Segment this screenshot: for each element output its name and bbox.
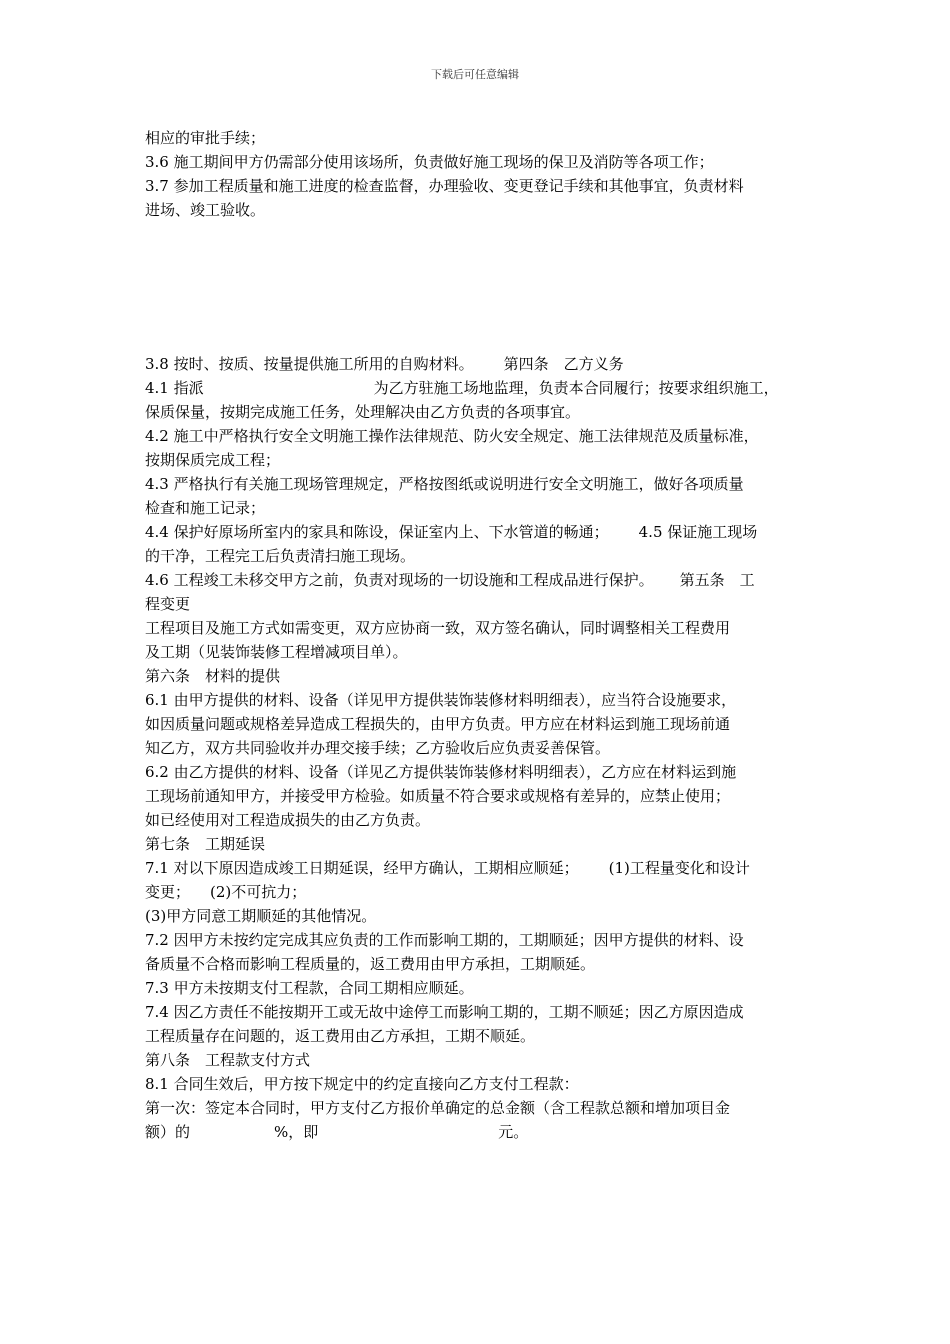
text-line: 第一次：签定本合同时，甲方支付乙方报价单确定的总金额（含工程款总额和增加项目金	[145, 1099, 731, 1117]
text-line: (2)不可抗力；	[210, 883, 307, 901]
text-line: 工现场前通知甲方，并接受甲方检验。如质量不符合要求或规格有差异的，应禁止使用；	[145, 787, 731, 805]
article-8-heading: 第八条 工程款支付方式	[145, 1051, 311, 1069]
text-line: 4.6 工程竣工未移交甲方之前，负责对现场的一切设施和工程成品进行保护。	[145, 571, 654, 589]
article-4-heading: 第四条 乙方义务	[503, 355, 624, 373]
text-line: 4.5 保证施工现场	[638, 523, 758, 541]
clause-4-1	[145, 376, 813, 424]
clause-7-3: 7.3 甲方未按期支付工程款，合同工期相应顺延。	[145, 979, 474, 997]
text-line: 及工期（见装饰装修工程增减项目单）。	[145, 643, 408, 661]
clause-3-7	[145, 174, 813, 222]
text-line: 7.2 因甲方未按约定完成其应负责的工作而影响工期的，工期顺延；因甲方提供的材料、设	[145, 931, 744, 949]
clause-4-4	[145, 520, 813, 568]
document-body	[145, 126, 813, 1144]
text-line: 6.2 由乙方提供的材料、设备（详见乙方提供装饰装修材料明细表），乙方应在材料运到施	[145, 763, 737, 781]
text-line: 程变更	[145, 595, 191, 613]
payment-first-installment	[145, 1096, 813, 1144]
clause-6-1	[145, 688, 813, 760]
text-line: 的干净，工程完工后负责清扫施工现场。	[145, 547, 416, 565]
text-line: 6.1 由甲方提供的材料、设备（详见甲方提供装饰装修材料明细表），应当符合设施要求，	[145, 691, 737, 709]
text-line: 工程质量存在问题的，返工费用由乙方承担，工期不顺延。	[145, 1027, 536, 1045]
clause-6-2	[145, 760, 813, 832]
clause-4-6	[145, 568, 813, 616]
text-line: 7.4 因乙方责任不能按期开工或无故中途停工而影响工期的，工期不顺延；因乙方原因造成	[145, 1003, 744, 1021]
text-line: 4.1 指派	[145, 379, 204, 397]
text-line: 额）的	[145, 1123, 191, 1141]
text-line: 检查和施工记录；	[145, 499, 266, 517]
text-line: 进场、竣工验收。	[145, 201, 266, 219]
article-6-heading: 第六条 材料的提供	[145, 667, 281, 685]
paragraph	[145, 616, 813, 664]
text-line: 工程项目及施工方式如需变更，双方应协商一致，双方签名确认，同时调整相关工程费用	[145, 619, 731, 637]
text-line: (1)工程量变化和设计	[608, 859, 750, 877]
text-line: 相应的审批手续；	[145, 129, 266, 147]
blank-space	[145, 222, 813, 352]
text-line: 4.4 保护好原场所室内的家具和陈设，保证室内上、下水管道的畅通；	[145, 523, 609, 541]
page-header: 下载后可任意编辑	[431, 68, 519, 81]
article-5-heading: 第五条 工	[679, 571, 755, 589]
text-line: 元。	[498, 1123, 529, 1141]
clause-4-3	[145, 472, 813, 520]
text-line: %，即	[274, 1123, 319, 1141]
text-line: (3)甲方同意工期顺延的其他情况。	[145, 907, 377, 925]
clause-3-8	[145, 352, 813, 376]
clause-7-1	[145, 856, 813, 904]
text-line: 知乙方，双方共同验收并办理交接手续；乙方验收后应负责妥善保管。	[145, 739, 611, 757]
clause-7-2	[145, 928, 813, 976]
text-line: 为乙方驻施工场地监理，负责本合同履行；按要求组织施工，	[373, 379, 779, 397]
text-line: 3.8 按时、按质、按量提供施工所用的自购材料。	[145, 355, 474, 373]
text-line: 4.3 严格执行有关施工现场管理规定，严格按图纸或说明进行安全文明施工，做好各项质量	[145, 475, 744, 493]
text-line: 7.1 对以下原因造成竣工日期延误，经甲方确认，工期相应顺延；	[145, 859, 579, 877]
clause-8-1: 8.1 合同生效后，甲方按下规定中的约定直接向乙方支付工程款：	[145, 1075, 579, 1093]
text-line: 变更；	[145, 883, 191, 901]
text-line: 备质量不合格而影响工程质量的，返工费用由甲方承担，工期顺延。	[145, 955, 596, 973]
text-line: 保质保量，按期完成施工任务，处理解决由乙方负责的各项事宜。	[145, 403, 581, 421]
clause-3-6: 3.6 施工期间甲方仍需部分使用该场所，负责做好施工现场的保卫及消防等各项工作；	[145, 153, 714, 171]
text-line: 4.2 施工中严格执行安全文明施工操作法律规范、防火安全规定、施工法律规范及质量标准，	[145, 427, 759, 445]
clause-4-2	[145, 424, 813, 472]
text-line: 3.7 参加工程质量和施工进度的检查监督，办理验收、变更登记手续和其他事宜，负责材料	[145, 177, 744, 195]
article-7-heading: 第七条 工期延误	[145, 835, 266, 853]
clause-7-4	[145, 1000, 813, 1048]
text-line: 如因质量问题或规格差异造成工程损失的，由甲方负责。甲方应在材料运到施工现场前通	[145, 715, 731, 733]
text-line: 如已经使用对工程造成损失的由乙方负责。	[145, 811, 431, 829]
text-line: 按期保质完成工程；	[145, 451, 281, 469]
